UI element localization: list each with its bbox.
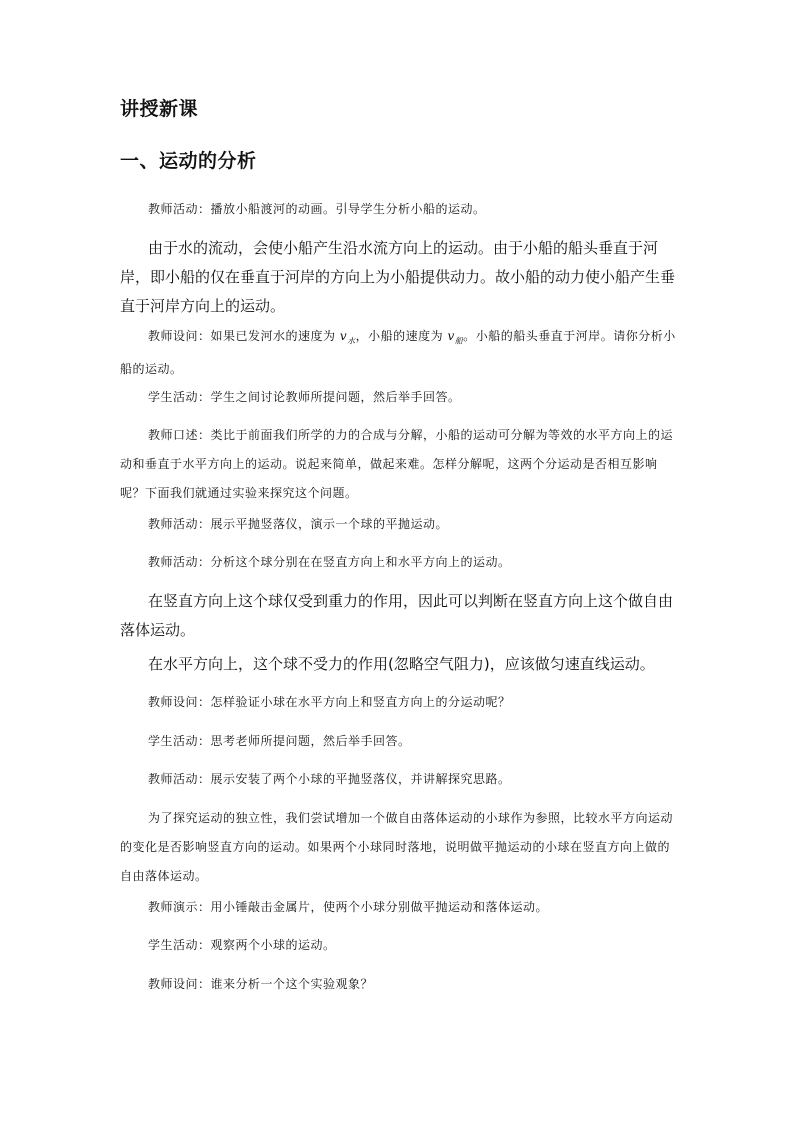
paragraph-horizontal-motion: 在水平方向上，这个球不受力的作用(忽略空气阻力)，应该做匀速直线运动。 bbox=[148, 655, 655, 673]
paragraph-experiment-idea: 为了探究运动的独立性，我们尝试增加一个做自由落体运动的小球作为参照，比较水平方向运动的变化是否影响竖直方向的运动。如果两个小球同时落地，说明做平抛运动的小球在竖直方向上做的自由落体运动。 bbox=[120, 811, 674, 883]
paragraph-vertical-motion: 在竖直方向上这个球仅受到重力的作用，因此可以判断在竖直方向上这个做自由落体运动。 bbox=[120, 592, 674, 639]
paragraph-teacher-narration: 教师口述：类比于前面我们所学的力的合成与分解，小船的运动可分解为等效的水平方向上的运动和垂直于水平方向上的运动。说起来简单，做起来难。怎样分解呢，这两个分运动是否相互影响呢？下面我们就通过实验来探究这个问题。 bbox=[120, 428, 674, 500]
paragraph-teacher-activity-3: 教师活动：分析这个球分别在在竖直方向上和水平方向上的运动。 bbox=[148, 555, 511, 569]
subsection-heading: 一、运动的分析 bbox=[120, 150, 257, 172]
question-text-a: 教师设问：如果已发河水的速度为 bbox=[148, 329, 340, 343]
water-velocity-symbol: $v_水$ bbox=[339, 329, 356, 346]
section-heading: 讲授新课 bbox=[120, 98, 199, 120]
paragraph-teacher-question-3: 教师设问：谁来分析一个这个实验观象？ bbox=[148, 977, 374, 991]
paragraph-teacher-activity-1: 教师活动：播放小船渡河的动画。引导学生分析小船的运动。 bbox=[148, 202, 486, 216]
paragraph-teacher-activity-2: 教师活动：展示平抛竖落仪，演示一个球的平抛运动。 bbox=[148, 517, 449, 531]
boat-velocity-symbol: $v_船$ bbox=[447, 329, 464, 346]
paragraph-student-activity-3: 学生活动：观察两个小球的运动。 bbox=[148, 938, 336, 952]
paragraph-student-activity-1: 学生活动：学生之间讨论教师所提问题，然后举手回答。 bbox=[148, 390, 461, 404]
paragraph-student-activity-2: 学生活动：思考老师所提问题，然后举手回答。 bbox=[148, 734, 411, 748]
paragraph-teacher-question-2: 教师设问：怎样验证小球在水平方向上和竖直方向上的分运动呢？ bbox=[148, 695, 511, 709]
question-text-c: 。小船的船头垂直于河岸。请你分析小船的运动。 bbox=[120, 329, 676, 377]
paragraph-teacher-demo: 教师演示：用小锤敲击金属片，使两个小球分别做平抛运动和落体运动。 bbox=[148, 900, 549, 914]
question-text-b: ，小船的速度为 bbox=[355, 329, 448, 343]
paragraph-boat-motion: 由于水的流动，会使小船产生沿水流方向上的运动。由于小船的船头垂直于河岸，即小船的仅在垂直于河岸的方向上为小船提供动力。故小船的动力使小船产生垂直于河岸方向上的运动。 bbox=[120, 239, 676, 315]
paragraph-teacher-activity-4: 教师活动：展示安装了两个小球的平抛竖落仪，并讲解探究思路。 bbox=[148, 772, 511, 786]
paragraph-teacher-question-1 bbox=[120, 322, 680, 384]
